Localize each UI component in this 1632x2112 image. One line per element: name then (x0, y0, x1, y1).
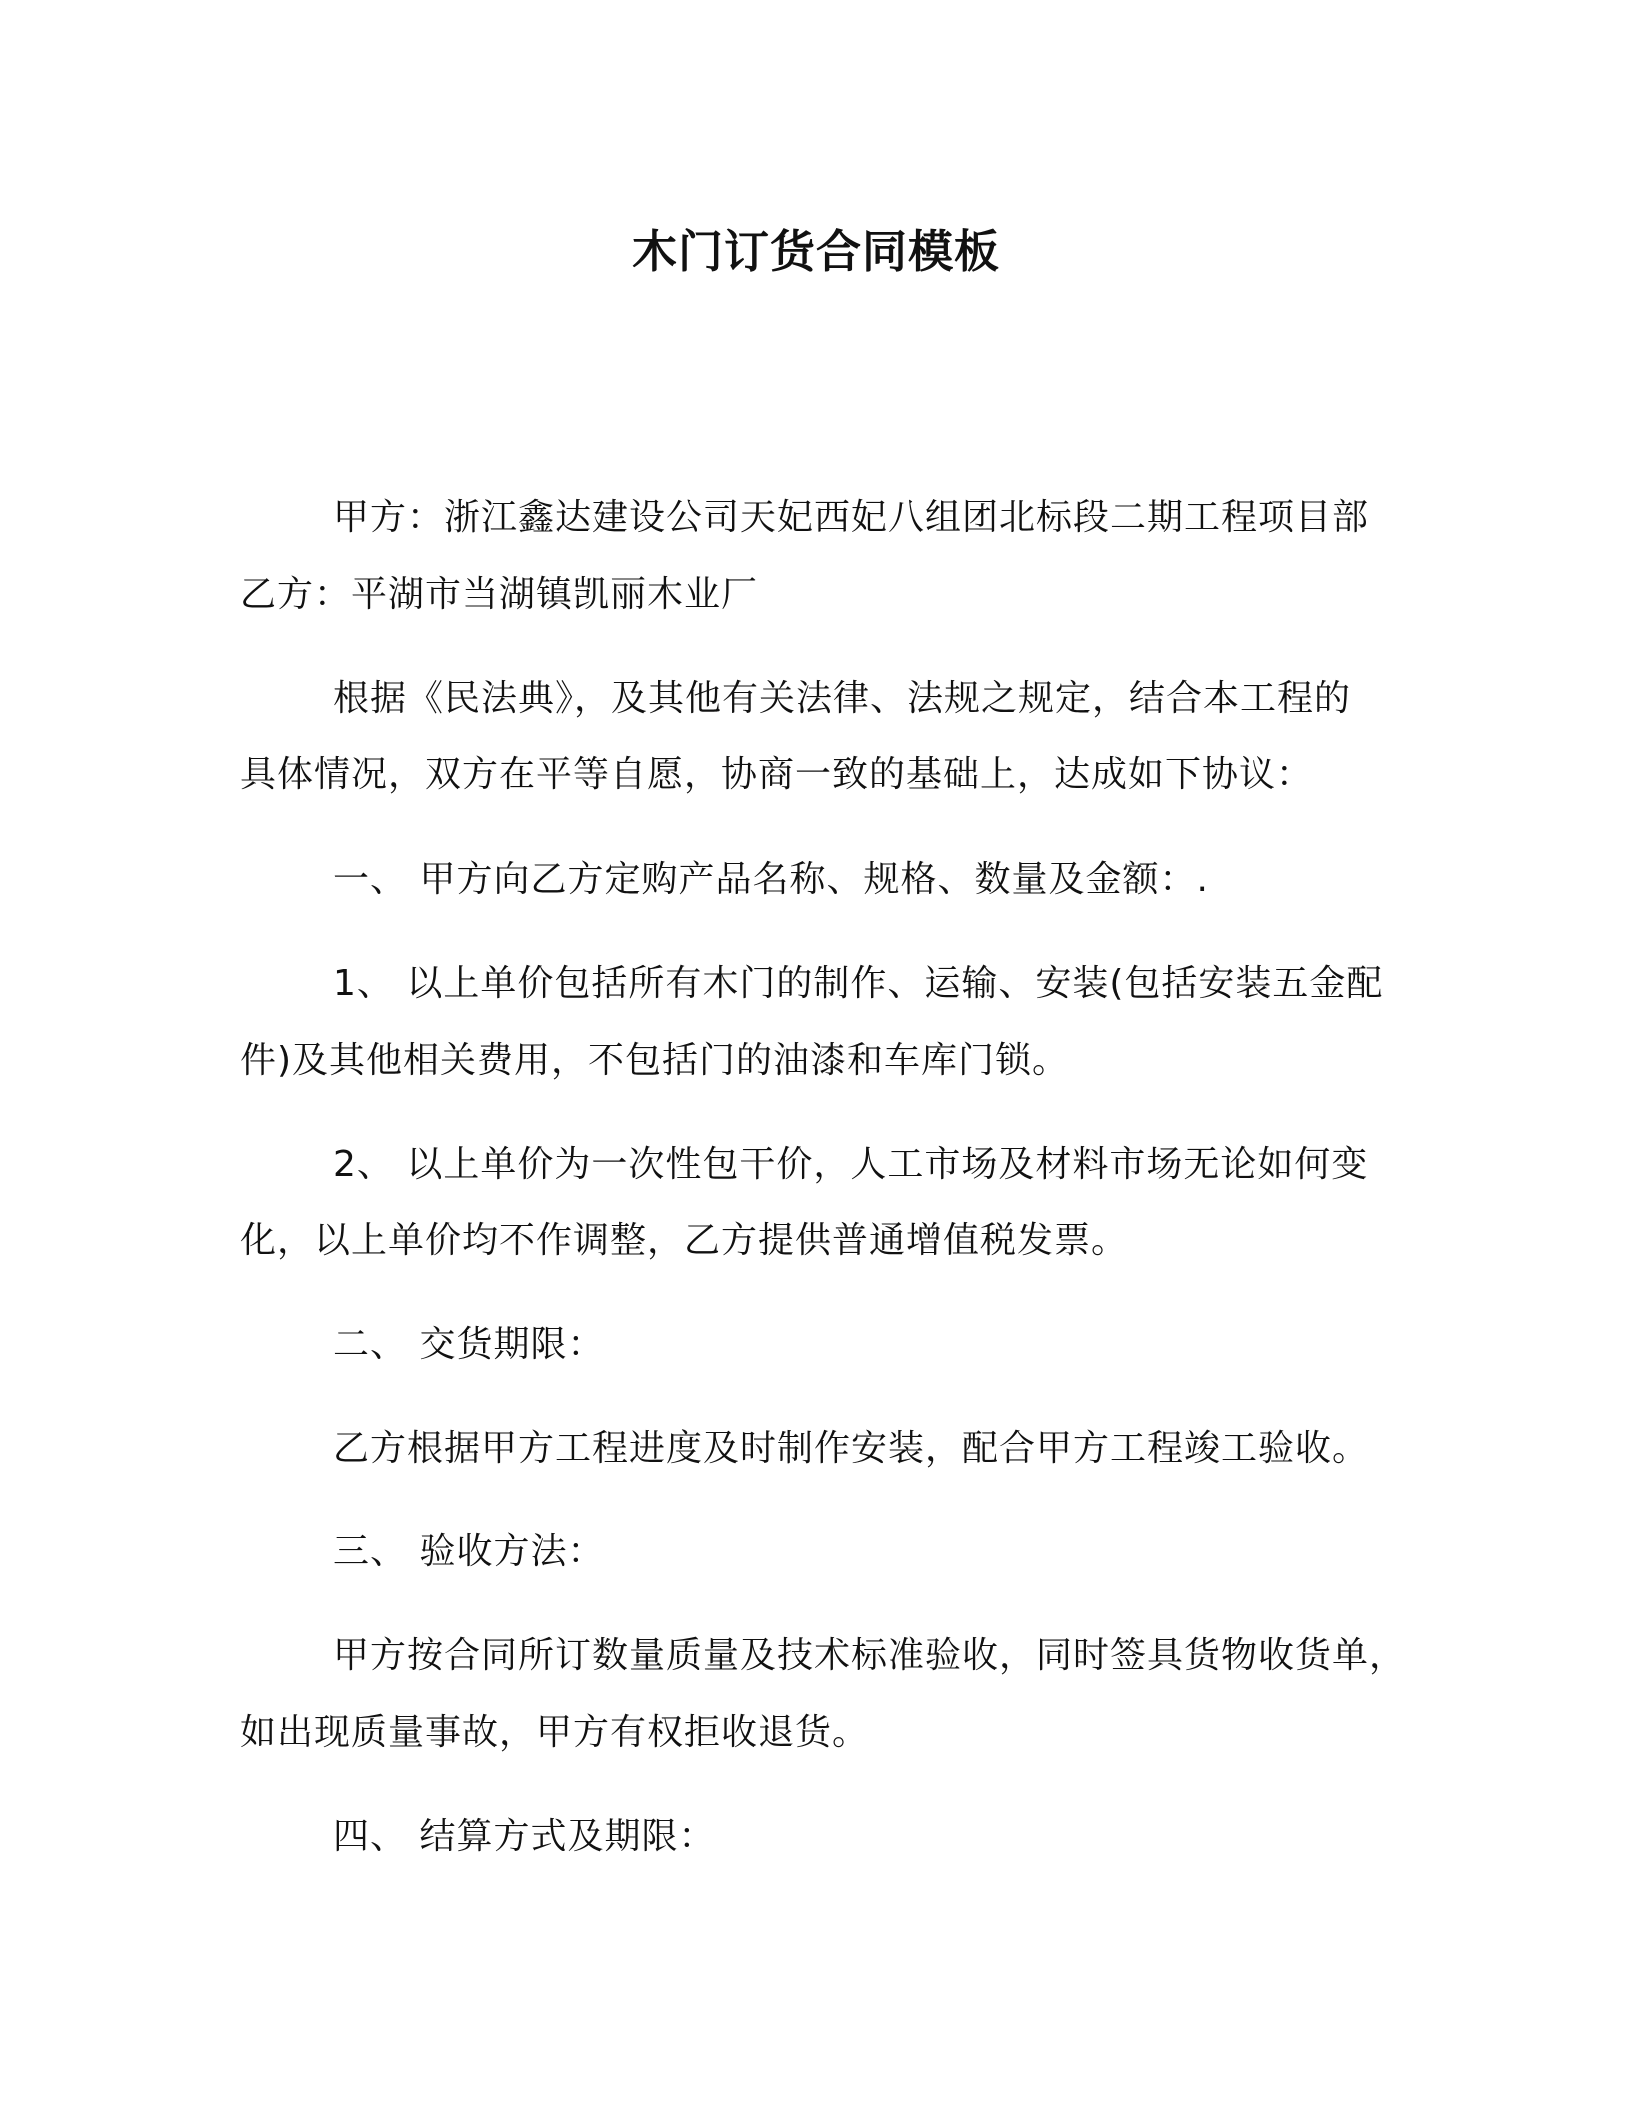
section-3-heading: 三、 验收方法： (333, 1531, 605, 1572)
section-1-heading: 一、 甲方向乙方定购产品名称、规格、数量及金额：. (333, 859, 1209, 900)
section-3-body-line-1: 甲方按合同所订数量质量及技术标准验收，同时签具货物收货单， (333, 1635, 1407, 1676)
party-a-line: 甲方：浙江鑫达建设公司天妃西妃八组团北标段二期工程项目部 (333, 497, 1370, 538)
clause-2-line-2: 化，以上单价均不作调整，乙方提供普通增值税发票。 (240, 1220, 1129, 1261)
clause-2-line-1: 2、 以上单价为一次性包干价，人工市场及材料市场无论如何变 (333, 1144, 1369, 1185)
clause-1-line-2: 件)及其他相关费用，不包括门的油漆和车库门锁。 (240, 1040, 1070, 1081)
section-2-body: 乙方根据甲方工程进度及时制作安装，配合甲方工程竣工验收。 (333, 1428, 1370, 1469)
preamble-line-2: 具体情况，双方在平等自愿，协商一致的基础上，达成如下协议： (240, 754, 1314, 795)
party-b-line: 乙方：平湖市当湖镇凯丽木业厂 (240, 574, 759, 615)
document-title: 木门订货合同模板 (631, 225, 1000, 278)
preamble-line-1: 根据《民法典》，及其他有关法律、法规之规定，结合本工程的 (333, 678, 1352, 719)
section-4-heading: 四、 结算方式及期限： (333, 1816, 716, 1857)
clause-1-line-1: 1、 以上单价包括所有木门的制作、运输、安装(包括安装五金配 (333, 963, 1384, 1004)
section-2-heading: 二、 交货期限： (333, 1324, 605, 1365)
section-3-body-line-2: 如出现质量事故，甲方有权拒收退货。 (240, 1712, 870, 1753)
